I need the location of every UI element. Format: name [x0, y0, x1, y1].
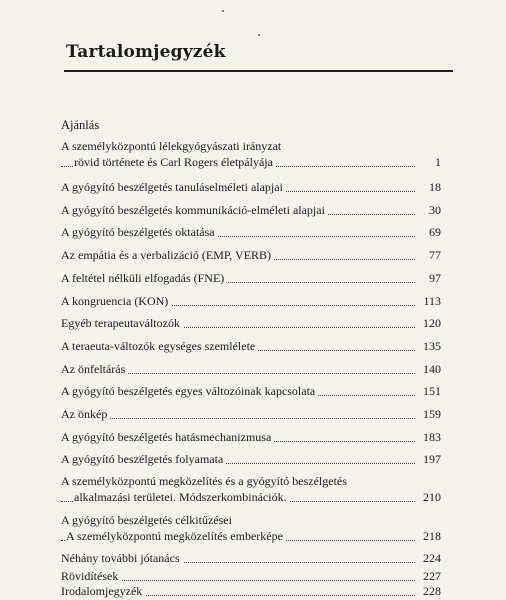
toc-entry: [61, 569, 441, 584]
toc-entry: [61, 225, 441, 240]
toc-entry-title: A gyógyító beszélgetés oktatása: [61, 225, 218, 240]
toc-page-number: 224: [420, 551, 441, 566]
toc-entry-title: A kongruencia (KON): [61, 294, 171, 309]
toc-entry-title: Az önkép: [61, 407, 110, 422]
toc-page-number: 210: [420, 490, 441, 505]
toc-entry-title: Az önfeltárás: [61, 362, 128, 377]
toc-entry-title: alkalmazási területei. Módszerkombinációk.: [74, 490, 290, 505]
toc-entry-title: A gyógyító beszélgetés kommunikáció-elméleti alapjai: [61, 203, 328, 218]
toc-entry: [61, 180, 441, 195]
toc-entry: [61, 407, 441, 422]
toc-entry: [61, 384, 441, 399]
toc-entry-title: A gyógyító beszélgetés folyamata: [61, 452, 226, 467]
toc-entry: [61, 490, 441, 505]
toc-page-number: 69: [426, 225, 441, 240]
toc-page-number: 183: [420, 430, 441, 445]
toc-entry: [61, 584, 441, 599]
toc-entry-line: A személyközpontú lélekgyógyászati irányzat: [61, 139, 282, 153]
toc-entry-title: A gyógyító beszélgetés tanuláselméleti alapjai: [61, 180, 286, 195]
toc-entry: [61, 203, 441, 218]
toc-entry-title: A teraeuta-változók egységes szemlélete: [61, 339, 258, 354]
toc-page-number: 120: [420, 316, 441, 331]
toc-entry: [61, 430, 441, 445]
toc-entry-title: rövid története és Carl Rogers életpályája: [74, 155, 276, 170]
toc-entry: [61, 316, 441, 331]
toc-entry-title: Egyéb terapeutaváltozók: [61, 316, 183, 331]
toc-entry-title: Az empátia és a verbalizáció (EMP, VERB): [61, 248, 274, 263]
toc-entry-title: A gyógyító beszélgetés hatásmechanizmusa: [61, 430, 274, 445]
toc-entry: [61, 271, 441, 286]
toc-entry-title: A személyközpontú megközelítés emberképe: [66, 529, 286, 544]
toc-page-number: 18: [426, 180, 441, 195]
toc-page-number: 135: [420, 339, 441, 354]
toc-page-number: 140: [420, 362, 441, 377]
toc-entry-line: A személyközpontú megközelítés és a gyógyító beszélgetés: [61, 474, 347, 488]
page-title: Tartalomjegyzék: [66, 42, 226, 62]
toc-page-number: 197: [420, 452, 441, 467]
toc-page-number: 97: [426, 271, 441, 286]
toc-entry: [61, 529, 441, 544]
toc-entry: [61, 362, 441, 377]
toc-entry: [61, 294, 441, 309]
toc-page-number: 151: [420, 384, 441, 399]
toc-page-number: 113: [420, 294, 441, 309]
toc-entry-title: A feltétel nélküli elfogadás (FNE): [61, 271, 227, 286]
toc-page-number: 228: [420, 584, 441, 599]
toc-page-number: 1: [432, 155, 441, 170]
toc-entry: [61, 452, 441, 467]
preface-heading: Ajánlás: [61, 118, 100, 132]
toc-page-number: 159: [420, 407, 441, 422]
toc-page-number: 77: [426, 248, 441, 263]
toc-page-number: 227: [420, 569, 441, 584]
toc-entry-line: A gyógyító beszélgetés célkitűzései: [61, 513, 232, 527]
toc-entry-title: Néhány további jótanács: [61, 551, 183, 566]
toc-entry-title: Rövidítések: [61, 569, 121, 584]
toc-entry-title: A gyógyító beszélgetés egyes változóinak kapcsolata: [61, 384, 318, 399]
toc-page-number: 30: [426, 203, 441, 218]
toc-page-number: 218: [420, 529, 441, 544]
dot-leader: [61, 418, 415, 419]
toc-entry: [61, 155, 441, 170]
toc-entry: [61, 551, 441, 566]
toc-entry: [61, 248, 441, 263]
toc-entry: [61, 339, 441, 354]
toc-entry-title: Irodalomjegyzék: [61, 584, 145, 599]
